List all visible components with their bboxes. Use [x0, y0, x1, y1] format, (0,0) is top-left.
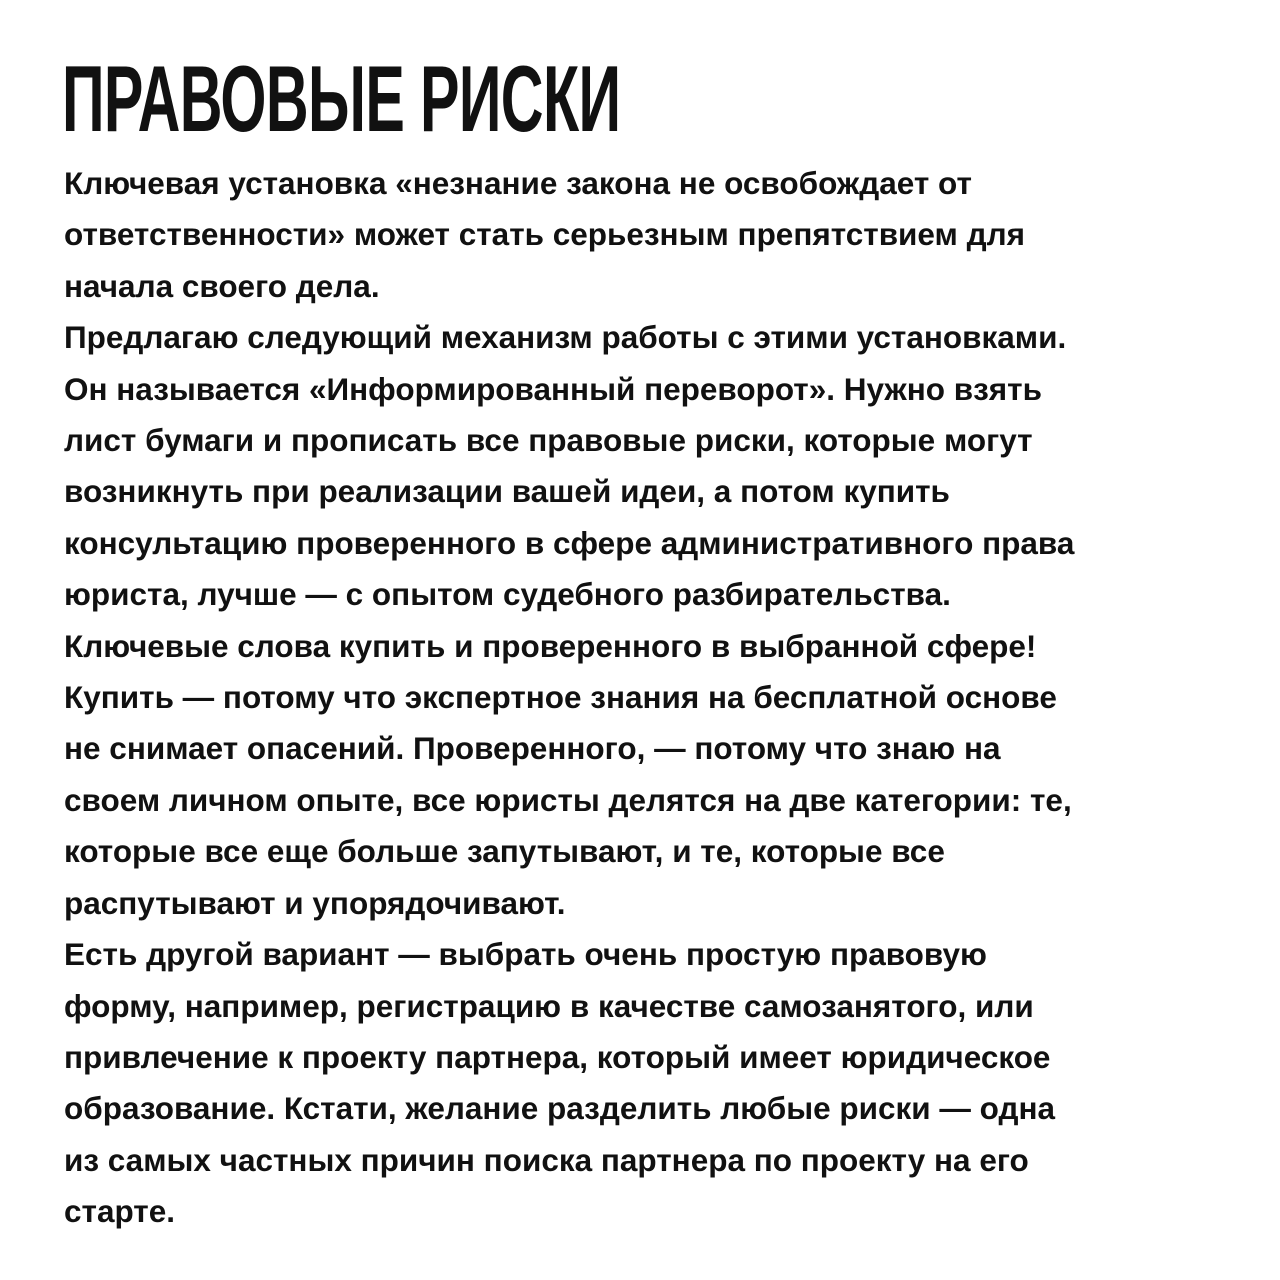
text-line: Купить — потому что экспертное знания на бесплатной основе: [64, 679, 1057, 716]
text-line: начала своего дела.: [64, 267, 380, 304]
text-line: распутывают и упорядочивают.: [64, 884, 566, 921]
text-line: привлечение к проекту партнера, который имеет юридическое: [64, 1038, 1051, 1075]
text-line: консультацию проверенного в сфере административного права: [64, 524, 1075, 561]
text-line: из самых частных причин поиска партнера по проекту на его: [64, 1141, 1029, 1178]
text-line: Он называется «Информированный переворот». Нужно взять: [64, 370, 1042, 407]
text-line: возникнуть при реализации вашей идеи, а потом купить: [64, 473, 950, 510]
text-line: старте.: [64, 1193, 175, 1230]
text-line: ответственности» может стать серьезным препятствием для: [64, 216, 1025, 253]
text-line: юриста, лучше — с опытом судебного разбирательства.: [64, 576, 951, 613]
text-line: лист бумаги и прописать все правовые риски, которые могут: [64, 422, 1033, 459]
text-line: форму, например, регистрацию в качестве самозанятого, или: [64, 987, 1034, 1024]
text-line: Ключевые слова купить и проверенного в выбранной сфере!: [64, 627, 1037, 664]
body-text: [64, 158, 1254, 1238]
text-line: Предлагаю следующий механизм работы с этими установками.: [64, 319, 1067, 356]
text-line: не снимает опасений. Проверенного, — потому что знаю на: [64, 730, 1001, 767]
text-line: своем личном опыте, все юристы делятся на две категории: те,: [64, 781, 1072, 818]
page-title: ПРАВОВЫЕ РИСКИ: [62, 46, 621, 151]
text-line: Ключевая установка «незнание закона не освобождает от: [64, 165, 972, 201]
text-line: Есть другой вариант — выбрать очень простую правовую: [64, 936, 987, 973]
text-line: образование. Кстати, желание разделить любые риски — одна: [64, 1090, 1056, 1127]
text-line: которые все еще больше запутывают, и те, которые все: [64, 833, 945, 870]
